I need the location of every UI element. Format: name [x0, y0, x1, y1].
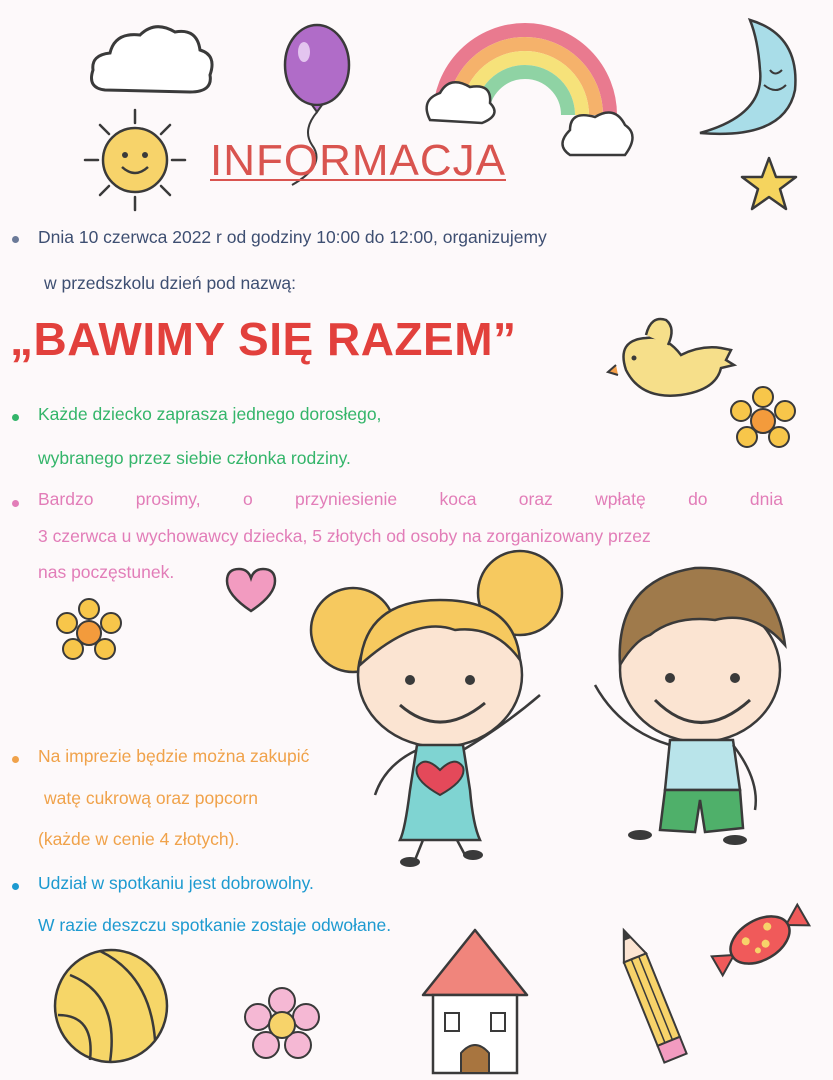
invite-line-1: Każde dziecko zaprasza jednego dorosłego, — [38, 404, 382, 424]
invite-line-2: wybranego przez siebie członka rodziny. — [38, 448, 351, 468]
intro-line-2: w przedszkolu dzień pod nazwą: — [44, 273, 296, 293]
intro-line-1: Dnia 10 czerwca 2022 r od godziny 10:00 do 12:00, organizujemy — [38, 227, 547, 247]
word: wpłatę — [595, 489, 646, 509]
snacks-line-1: Na imprezie będzie można zakupić — [38, 746, 310, 766]
snacks-line-2: watę cukrową oraz popcorn — [44, 788, 258, 808]
voluntary-line-1: Udział w spotkaniu jest dobrowolny. — [38, 873, 314, 893]
moon-icon — [690, 15, 805, 145]
pencil-icon — [610, 920, 690, 1070]
flower-icon — [240, 985, 325, 1065]
boy-icon — [575, 560, 800, 860]
request-line-3: nas poczęstunek. — [38, 562, 175, 582]
word: do — [688, 489, 708, 509]
bullet-dot — [12, 236, 19, 243]
candy-icon — [705, 900, 815, 980]
word: dnia — [749, 489, 783, 509]
flower-icon — [727, 385, 799, 457]
page-title: INFORMACJA — [210, 136, 506, 185]
word: Bardzo — [38, 489, 94, 509]
ball-icon — [50, 945, 172, 1067]
bullet-dot — [12, 883, 19, 890]
word: przyniesienie — [295, 489, 398, 509]
event-headline: „BAWIMY SIĘ RAZEM” — [10, 313, 517, 365]
house-icon — [415, 925, 535, 1075]
snacks-line-3: (każde w cenie 4 złotych). — [38, 829, 240, 849]
girl-icon — [305, 545, 570, 870]
cloud-icon — [85, 20, 220, 105]
request-line-1 — [38, 489, 783, 510]
word: prosimy, — [135, 489, 201, 509]
heart-icon — [222, 565, 280, 615]
flower-icon — [53, 597, 125, 669]
bullet-dot — [12, 756, 19, 763]
word: oraz — [518, 489, 553, 509]
voluntary-line-2: W razie deszczu spotkanie zostaje odwołane. — [38, 915, 392, 935]
request-line-2: 3 czerwca u wychowawcy dziecka, 5 złotych od osoby na zorganizowany przez — [38, 526, 651, 546]
star-icon — [738, 155, 800, 213]
word: o — [242, 489, 253, 509]
bird-icon — [606, 310, 741, 405]
bullet-dot — [12, 414, 19, 421]
bullet-dot — [12, 500, 19, 507]
sun-icon — [80, 105, 190, 215]
word: koca — [439, 489, 477, 509]
